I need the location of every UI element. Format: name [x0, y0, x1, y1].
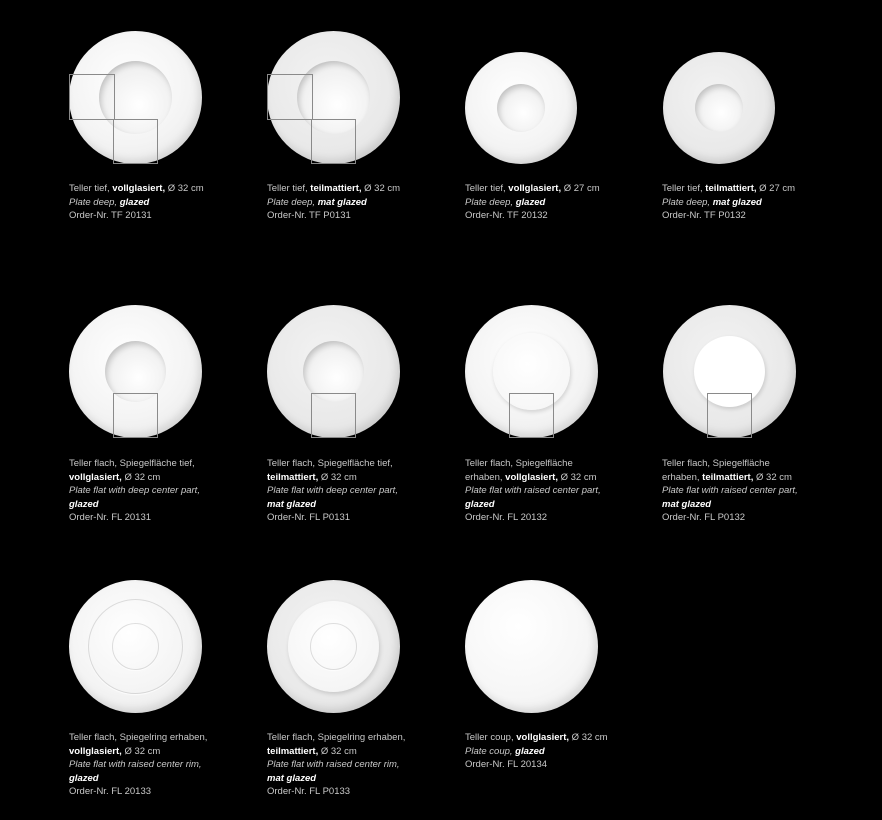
product-caption	[267, 182, 400, 223]
plate-image-tf-p0132	[663, 52, 775, 164]
caption-english-2: mat glazed	[267, 498, 317, 510]
product-caption	[465, 182, 600, 223]
order-number: Order-Nr. TF 20132	[465, 210, 548, 222]
product-caption	[69, 182, 204, 223]
caption-german: Teller flach, Spiegelfläche tief,	[69, 458, 195, 469]
product-caption	[267, 731, 405, 799]
plate-well	[695, 84, 743, 132]
order-number: Order-Nr. TF P0131	[267, 210, 351, 222]
order-number: Order-Nr. FL 20133	[69, 786, 152, 798]
caption-english-2: glazed	[69, 772, 99, 784]
caption-german-2: vollglasiert, Ø 32 cm	[69, 745, 161, 757]
dimension-guide	[311, 393, 356, 438]
caption-english: Plate flat with raised center rim,	[267, 759, 400, 771]
caption-german-2: teilmattiert, Ø 32 cm	[267, 471, 357, 483]
plate-image-fl-p0133	[267, 580, 400, 713]
product-caption	[267, 457, 398, 525]
caption-english: Plate flat with raised center part,	[465, 485, 601, 497]
dimension-guide	[509, 393, 554, 438]
product-caption	[69, 731, 207, 799]
caption-german: Teller flach, Spiegelfläche	[465, 458, 573, 469]
caption-german-2: erhaben, teilmattiert, Ø 32 cm	[662, 471, 792, 483]
caption-german: Teller flach, Spiegelring erhaben,	[267, 732, 406, 743]
caption-english: Plate deep, mat glazed	[267, 196, 367, 208]
dimension-guide	[113, 119, 158, 164]
caption-german: Teller tief, vollglasiert, Ø 32 cm	[69, 183, 204, 194]
caption-english-2: glazed	[69, 498, 99, 510]
caption-german: Teller tief, vollglasiert, Ø 27 cm	[465, 183, 600, 194]
order-number: Order-Nr. FL P0133	[267, 786, 351, 798]
product-caption	[662, 457, 798, 525]
caption-english: Plate deep, glazed	[69, 196, 150, 208]
dimension-guide	[113, 393, 158, 438]
caption-german: Teller flach, Spiegelfläche	[662, 458, 770, 469]
caption-english: Plate flat with deep center part,	[267, 485, 398, 497]
dimension-guide	[311, 119, 356, 164]
caption-english: Plate flat with raised center part,	[662, 485, 798, 497]
product-caption	[69, 457, 200, 525]
order-number: Order-Nr. TF 20131	[69, 210, 152, 222]
plate-image-tf-20132	[465, 52, 577, 164]
order-number: Order-Nr. FL 20132	[465, 512, 548, 524]
order-number: Order-Nr. FL P0132	[662, 512, 746, 524]
product-caption	[465, 731, 608, 772]
plate-ring-inner	[310, 623, 357, 670]
plate-image-fl-20134	[465, 580, 598, 713]
caption-german-2: teilmattiert, Ø 32 cm	[267, 745, 357, 757]
caption-english-2: mat glazed	[267, 772, 317, 784]
caption-german: Teller flach, Spiegelfläche tief,	[267, 458, 393, 469]
dimension-guide	[267, 74, 313, 120]
caption-german: Teller tief, teilmattiert, Ø 32 cm	[267, 183, 401, 194]
product-caption	[662, 182, 795, 223]
caption-english-2: glazed	[465, 498, 495, 510]
caption-german: Teller coup, vollglasiert, Ø 32 cm	[465, 732, 608, 743]
caption-english: Plate flat with deep center part,	[69, 485, 200, 497]
dimension-guide	[707, 393, 752, 438]
caption-german: Teller flach, Spiegelring erhaben,	[69, 732, 208, 743]
dimension-guide	[69, 74, 115, 120]
product-caption	[465, 457, 601, 525]
caption-english-2: mat glazed	[662, 498, 712, 510]
plate-image-fl-20133	[69, 580, 202, 713]
caption-english: Plate flat with raised center rim,	[69, 759, 202, 771]
caption-english: Plate deep, mat glazed	[662, 196, 762, 208]
order-number: Order-Nr. FL 20134	[465, 759, 548, 771]
order-number: Order-Nr. TF P0132	[662, 210, 746, 222]
caption-german: Teller tief, teilmattiert, Ø 27 cm	[662, 183, 796, 194]
order-number: Order-Nr. FL 20131	[69, 512, 152, 524]
caption-english: Plate deep, glazed	[465, 196, 546, 208]
plate-ring-inner	[112, 623, 159, 670]
order-number: Order-Nr. FL P0131	[267, 512, 351, 524]
caption-german-2: erhaben, vollglasiert, Ø 32 cm	[465, 471, 597, 483]
caption-german-2: vollglasiert, Ø 32 cm	[69, 471, 161, 483]
plate-well	[497, 84, 545, 132]
caption-english: Plate coup, glazed	[465, 745, 545, 757]
